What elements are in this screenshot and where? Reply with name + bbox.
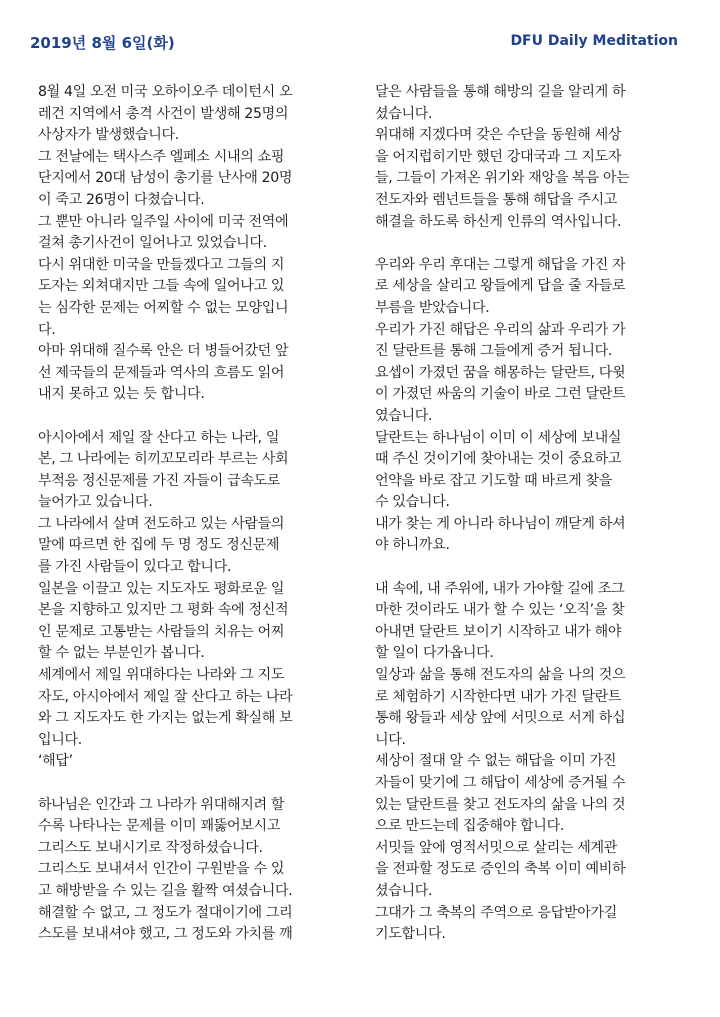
left-column [38,82,334,946]
paragraph-gap [375,233,671,255]
paragraph: 위대해 지겠다며 갖은 수단을 동원해 세상 을 어지럽히기만 했던 강대국과 그 지도자 들, 그들이 가져온 위기와 재앙을 복음 아는 전도자와 렘넌트들을 통해 해답을 주시고 해결을 하도록 하신게 인류의 역사입니다. [375,127,630,230]
paragraph: ‘해답’ [38,753,73,770]
page-header [0,0,720,60]
paragraph: 8월 4일 오전 미국 오하이오주 데이턴시 오 레건 지역에서 총격 사건이 발생해 25명의 사상자가 발생했습니다. [38,84,293,144]
paragraph-gap [375,557,671,579]
paragraph-gap [38,773,334,795]
paragraph: 요셉이 가졌던 꿈을 해몽하는 달란트, 다윗 이 가졌던 싸움의 기술이 바로 그런 달란트 였습니다. [375,364,626,424]
paragraph: 세계에서 제일 위대하다는 나라와 그 지도 자도, 아시아에서 제일 잘 산다고 하는 나라 와 그 지도자도 한 가지는 없는게 확실해 보 입니다. [38,667,293,748]
right-column [375,82,671,946]
header-title: DFU Daily Meditation [510,33,678,49]
paragraph: 하나님은 인간과 그 나라가 위대해지려 할 수록 나타나는 문제를 이미 꽤뚫어보시고 그리스도 보내시기로 작정하셨습니다. [38,796,285,856]
paragraph: 일본을 이끌고 있는 지도자도 평화로운 일 본을 지향하고 있지만 그 평화 속에 정신적 인 문제로 고통받는 사람들의 치유는 어찌 할 수 없는 부분인가 봅니다. [38,580,289,662]
paragraph: 그 뿐만 아니라 일주일 사이에 미국 전역에 걸쳐 총기사건이 일어나고 있었습니다. [38,213,289,252]
paragraph: 달란트는 하나님이 이미 이 세상에 보내실 때 주신 것이기에 찾아내는 것이 중요하고 언약을 바로 잡고 기도할 때 바르게 찾을 수 있습니다. [375,429,622,511]
paragraph: 그대가 그 축복의 주역으로 응답받아가길 기도합니다. [375,904,618,943]
paragraph: 서밋들 앞에 영적서밋으로 살리는 세계관 을 전파할 정도로 증인의 축복 이미 예비하 셨습니다. [375,839,626,899]
paragraph: 내가 찾는 게 아니라 하나님이 깨닫게 하셔 야 하니까요. [375,515,626,554]
paragraph: 세상이 절대 알 수 없는 해답을 이미 가진 자들이 맞기에 그 해답이 세상에 증거될 수 있는 달란트를 찾고 전도자의 삶을 나의 것 으로 만드는데 집중해야 합니다. [375,753,626,835]
paragraph: 해결할 수 없고, 그 정도가 절대이기에 그리 스도를 보내셔야 했고, 그 정도와 가치를 깨 [38,904,293,943]
paragraph: 그리스도 보내셔서 인간이 구원받을 수 있 고 해방받을 수 있는 길을 활짝 여셨습니다. [38,861,293,899]
header-date: 2019년 8월 6일(화) [30,34,175,52]
paragraph: 그 전날에는 택사스주 엘페소 시내의 쇼핑 단지에서 20대 남성이 총기를 난사애 20명 이 죽고 26명이 다쳤습니다. [38,148,293,208]
paragraph-gap [38,406,334,428]
paragraph: 다시 위대한 미국을 만들겠다고 그들의 지 도자는 외쳐대지만 그들 속에 일어나고 있 는 심각한 문제는 어찌할 수 없는 모양입니 다. [38,256,289,338]
paragraph: 우리와 우리 후대는 그렇게 해답을 가진 자 로 세상을 살리고 왕들에게 답을 줄 자들로 부름을 받았습니다. [375,256,626,316]
paragraph: 그 나라에서 살며 전도하고 있는 사람들의 말에 따르면 한 집에 두 명 정도 정신문제 를 가진 사람들이 있다고 합니다. [38,515,285,576]
paragraph: 달은 사람들을 통해 해방의 길을 알리게 하 셨습니다. [375,84,626,122]
paragraph: 내 속에, 내 주위에, 내가 가야할 길에 조그 마한 것이라도 내가 할 수 있는 ‘오직’을 찾 아내면 달란트 보이기 시작하고 내가 해야 할 일이 다가옵니다. [375,580,625,662]
paragraph: 일상과 삶을 통해 전도자의 삶을 나의 것으 로 체험하기 시작한다면 내가 가진 달란트 통해 왕들과 세상 앞에 서밋으로 서게 하십 니다. [375,667,626,748]
paragraph: 우리가 가진 해답은 우리의 삶과 우리가 가 진 달란트를 통해 그들에게 증거 됩니다. [375,321,626,360]
paragraph: 아마 위대해 질수록 안은 더 병들어갔던 앞 선 제국들의 문제들과 역사의 흐름도 읽어 내지 못하고 있는 듯 합니다. [38,343,289,403]
paragraph: 아시아에서 제일 잘 산다고 하는 나라, 일 본, 그 나라에는 히끼꼬모리라 부르는 사회 부적응 정신문제를 가진 자들이 급속도로 늘어가고 있습니다. [38,429,289,511]
